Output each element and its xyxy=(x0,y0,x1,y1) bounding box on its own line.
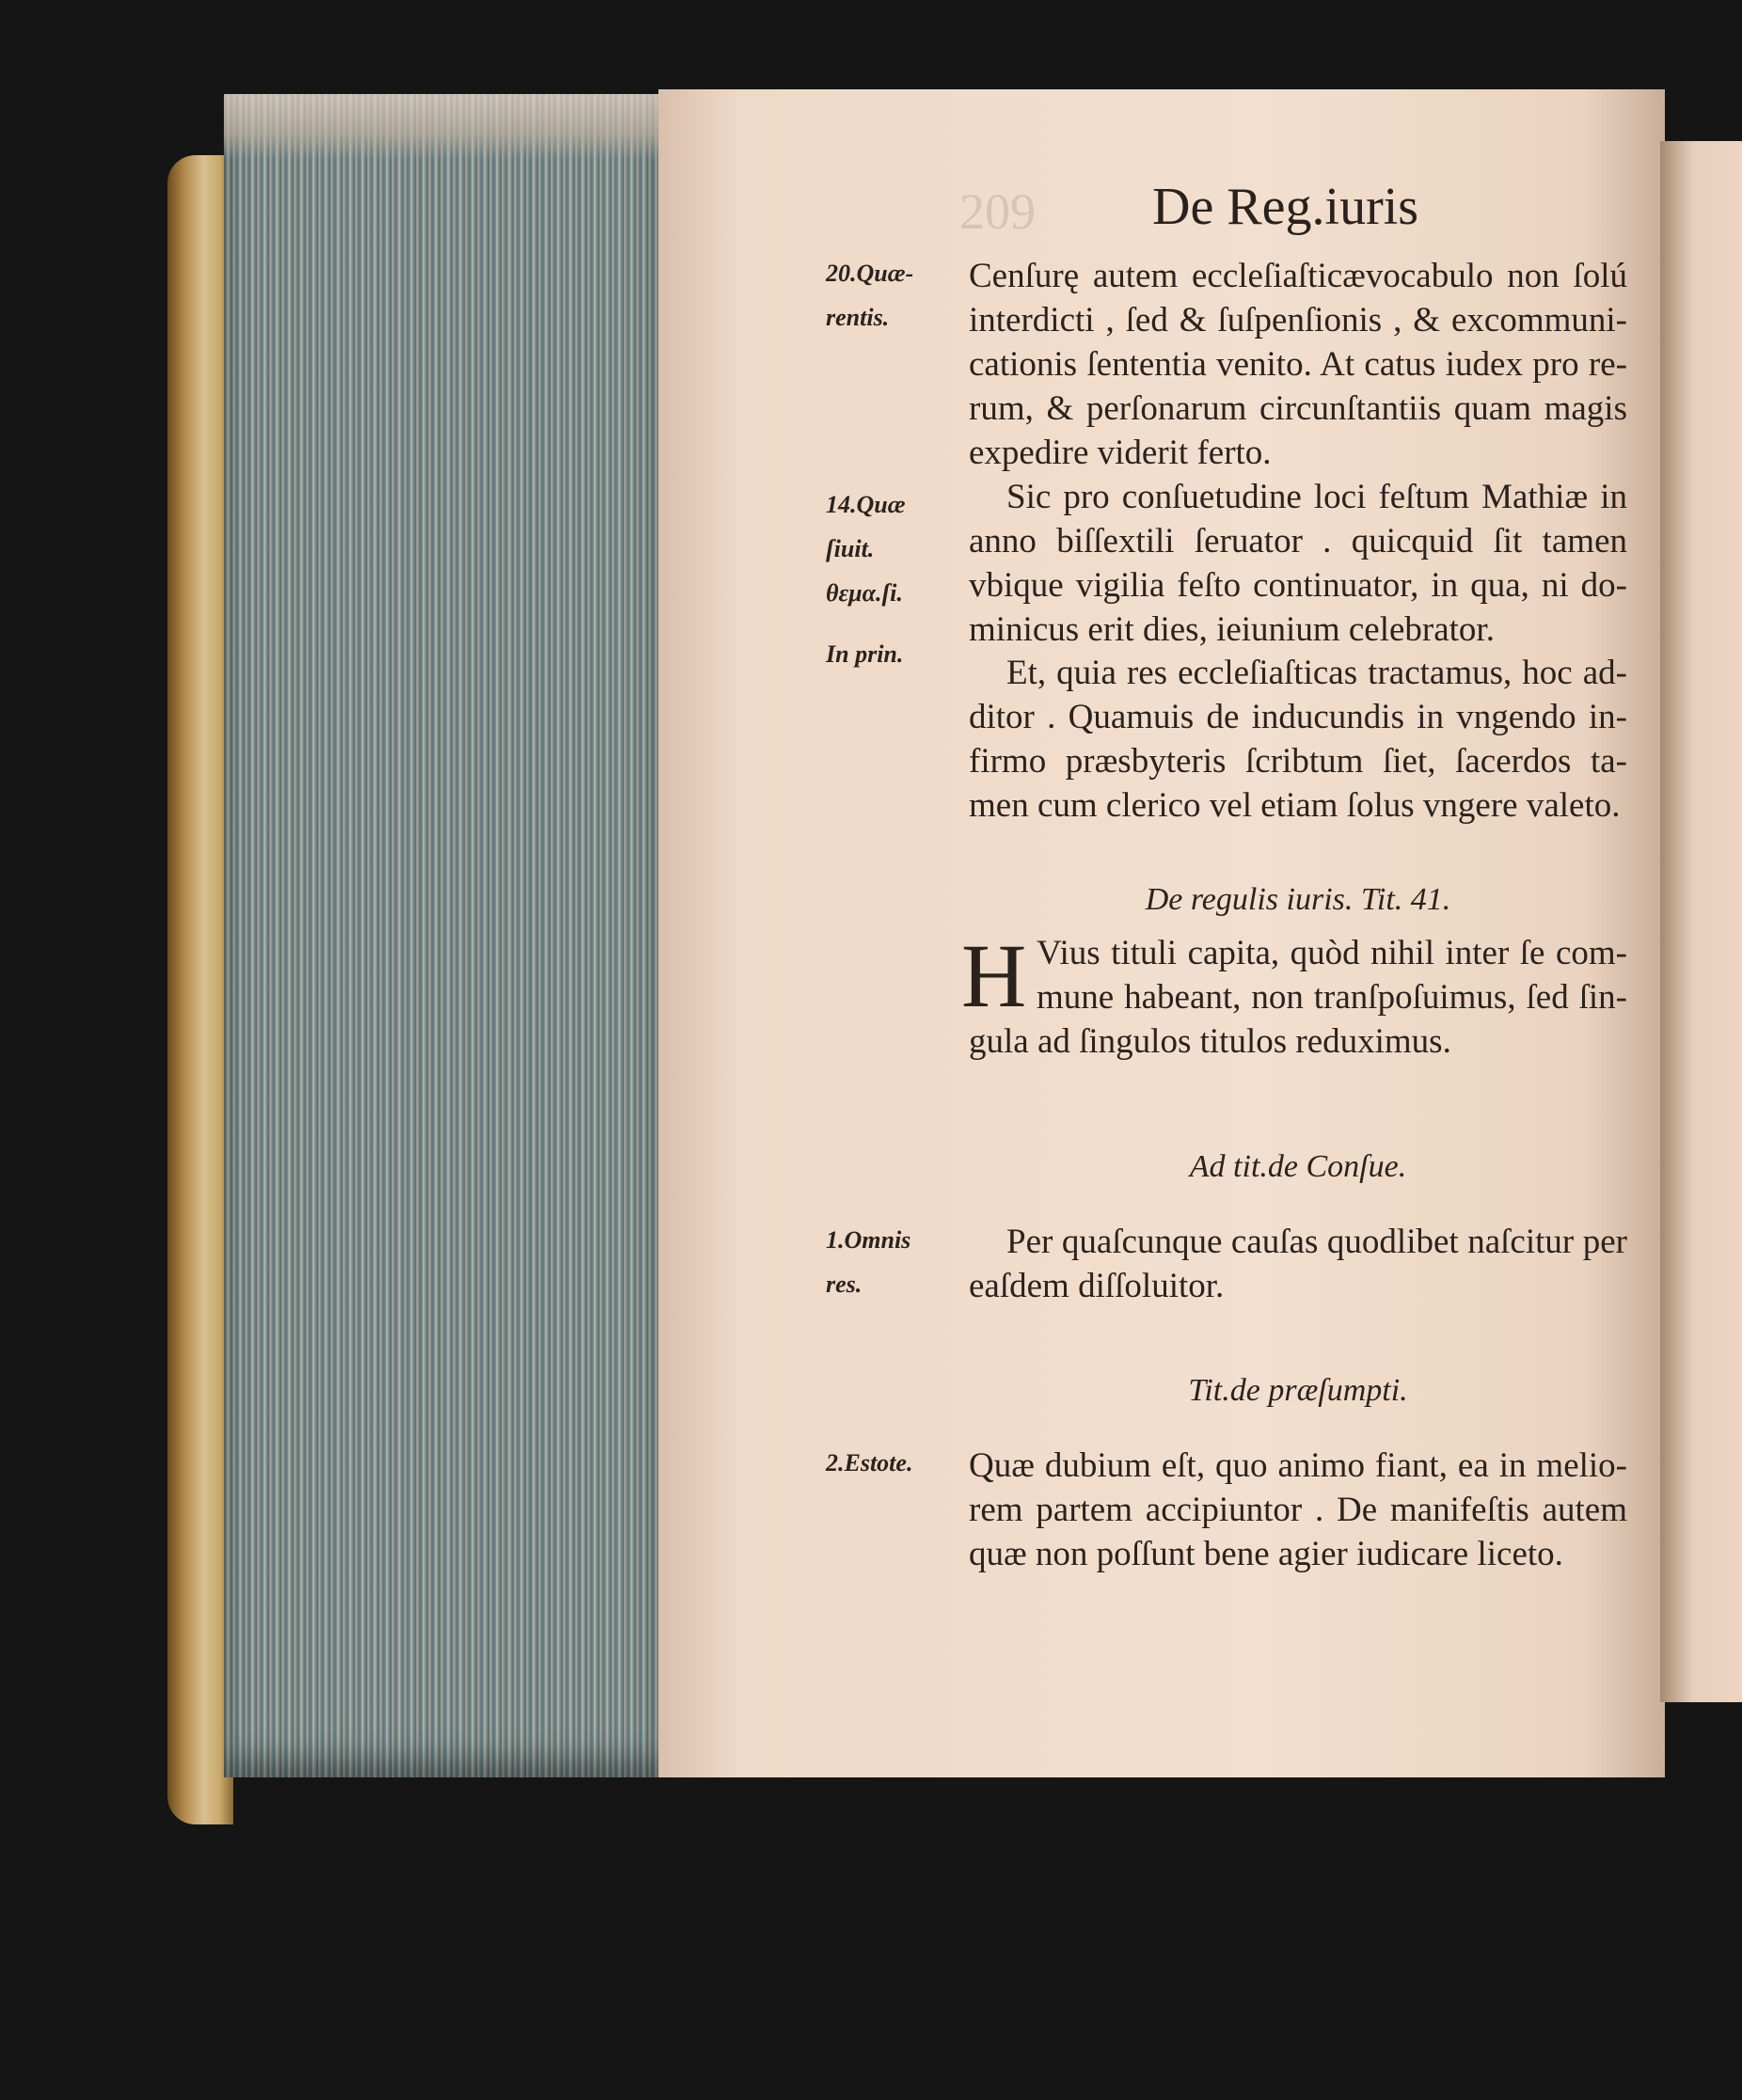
paragraph-ecclesiasticas xyxy=(969,651,1627,828)
text-line: rum, & perſonarum circunſtantiis quam magis xyxy=(969,389,1627,428)
text-line: expedire viderit ferto. xyxy=(969,434,1272,472)
margin-note-line: rentis. xyxy=(826,304,890,331)
margin-note xyxy=(826,484,906,617)
margin-note xyxy=(826,259,913,347)
rule-paragraph-1 xyxy=(969,1220,1627,1308)
paragraph-intro xyxy=(969,931,1627,1064)
text-line: men cum clerico vel etiam ſolus vngere valeto. xyxy=(969,786,1621,825)
margin-note-line: 14.Quæ xyxy=(826,491,906,518)
margin-note-line: res. xyxy=(826,1271,863,1298)
running-head: De Reg.iuris xyxy=(1152,178,1419,236)
paragraph-festum xyxy=(969,475,1627,652)
margin-note-line: 2.Estote. xyxy=(826,1449,913,1476)
page-edge-highlight xyxy=(224,94,662,160)
text-line: rem partem accipiuntor . De manifeſtis autem xyxy=(969,1491,1627,1529)
rule-paragraph-2 xyxy=(969,1444,1627,1576)
text-line: Sic pro conſuetudine loci feſtum Mathiæ in xyxy=(1006,478,1627,516)
text-line: Per quaſcunque cauſas quodlibet naſcitur per xyxy=(1006,1223,1627,1261)
text-line: ditor . Quamuis de inducundis in vngendo in- xyxy=(969,698,1627,736)
margin-note-line: 1.Omnis xyxy=(826,1226,911,1254)
margin-note xyxy=(826,639,903,684)
text-line: interdicti , ſed & ſuſpenſionis , & excommuni- xyxy=(969,301,1627,339)
margin-note xyxy=(826,1448,912,1492)
text-line: firmo præsbyteris ſcribtum ſiet, ſacerdos ta- xyxy=(969,742,1627,781)
text-line: gula ad ſingulos titulos reduximus. xyxy=(969,1022,1451,1061)
text-line: mune habeant, non tranſpoſuimus, ſed ſin- xyxy=(1037,978,1627,1017)
text-line: Vius tituli capita, quòd nihil inter ſe com- xyxy=(1037,934,1627,972)
drop-cap: H xyxy=(961,925,1027,1026)
text-line: Cenſurę autem eccleſiaſticævocabulo non ſolú xyxy=(969,257,1627,295)
page-fore-edge xyxy=(224,94,662,1777)
subheading-consuetudine: Ad tit.de Conſue. xyxy=(1189,1149,1407,1184)
margin-note xyxy=(826,1223,911,1311)
text-line: minicus erit dies, ieiunium celebrator. xyxy=(969,610,1495,649)
text-line: vbique vigilia feſto continuator, in qua, ni do- xyxy=(969,566,1627,605)
margin-note-line: ſiuit. xyxy=(826,535,875,562)
margin-note-line: 20.Quæ- xyxy=(826,260,914,287)
section-title: De regulis iuris. Tit. 41. xyxy=(1145,882,1451,917)
paragraph-censure xyxy=(969,254,1627,475)
text-line: cationis ſententia venito. At catus iudex pro re- xyxy=(969,345,1627,384)
text-line: Quæ dubium eſt, quo animo fiant, ea in melio- xyxy=(969,1446,1627,1485)
bleed-through-page-number: 209 xyxy=(959,183,1036,240)
margin-note-line: θεμα.ſi. xyxy=(826,579,903,607)
facing-page-edge xyxy=(1660,141,1742,1702)
text-line: quæ non poſſunt bene agier iudicare liceto. xyxy=(969,1535,1563,1573)
text-line: anno biſſextili ſeruator . quicquid ſit tamen xyxy=(969,522,1627,561)
margin-note-line: In prin. xyxy=(826,640,904,668)
text-line: Et, quia res eccleſiaſticas tractamus, hoc ad- xyxy=(1006,654,1627,692)
subheading-praesumptionibus: Tit.de præſumpti. xyxy=(1188,1373,1408,1408)
text-line: eaſdem diſſoluitor. xyxy=(969,1267,1225,1305)
